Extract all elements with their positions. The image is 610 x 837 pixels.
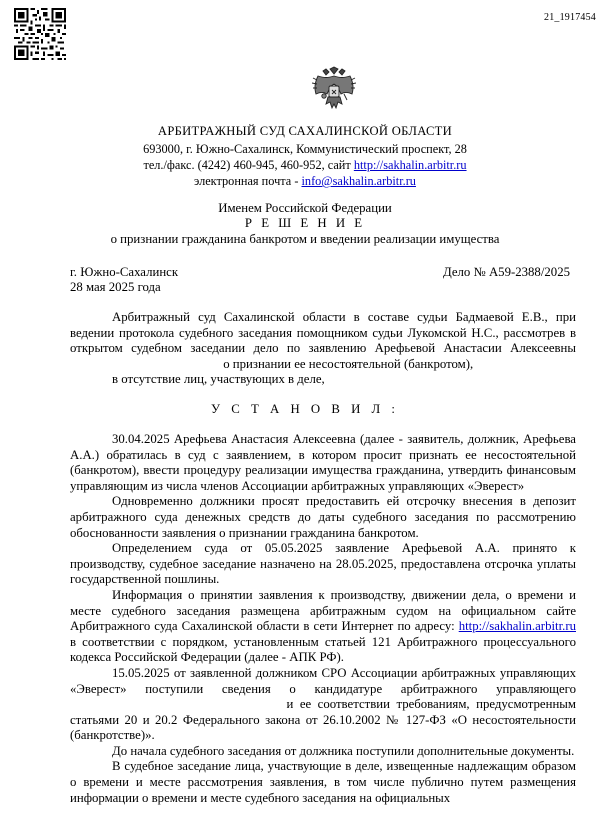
document-number: 21_1917454: [544, 12, 596, 23]
court-contacts: [0, 157, 610, 173]
decision-title: Р Е Ш Е Н И Е: [244, 216, 366, 230]
paragraph-2: Одновременно должники просят предоставить ей отсрочку внесения в депозит арбитражного суда денежных средств до даты судебного заседания по рассмотрению обоснованности заявления о признании гражданина банкротом.: [70, 494, 576, 540]
paragraph-6: До начала судебного заседания от должника поступили дополнительные документы.: [112, 743, 575, 758]
paragraph-1: 30.04.2025 Арефьева Анастасия Алексеевна (далее - заявитель, должник, Арефьева А.А.) обратилась в суд с заявлением, в котором просит признать ее несостоятельной (банкротом), ввести процедуру реализации имущества гражданина, утвердить финансовым управляющим из числа членов Ассоциации арбитражных управляющих «Эверест»: [70, 432, 576, 493]
decision-subject: о признании гражданина банкротом и введении реализации имущества: [110, 232, 500, 246]
decision-date: 28 мая 2025 года: [70, 280, 161, 294]
established-heading: У С Т А Н О В И Л :: [211, 402, 399, 416]
phone-fax: тел./факс. (4242) 460-945, 460-952, сайт: [143, 158, 354, 172]
paragraph-7: В судебное заседание лица, участвующие в деле, извещенные надлежащим образом о времени и месте рассмотрения заявления, в том числе публично путем размещения информации о времени и месте судебного заседания на официальных: [70, 759, 576, 805]
intro-section: [70, 310, 576, 388]
email-prefix: электронная почта -: [194, 174, 302, 188]
court-email-line: [0, 173, 610, 189]
case-number: Дело № А59-2388/2025: [442, 265, 570, 279]
paragraph-3: Определением суда от 05.05.2025 заявление Арефьевой А.А. принято к производству, судебное заседание назначено на 28.05.2025, предоставлена отсрочка уплаты государственной пошлины.: [70, 541, 576, 587]
intro-paragraph: Арбитражный суд Сахалинской области в составе судьи Бадмаевой Е.В., при ведении протокола судебного заседания помощником судьи Лукомской Н.С., рассмотрев в открытом судебном заседании дело по заявлению Арефьевой Анастасии Алексеевны о признании ее несостоятельной (банкротом),: [70, 310, 576, 371]
sakhalin-arbitr-link[interactable]: http://sakhalin.arbitr.ru: [458, 619, 576, 634]
city: г. Южно-Сахалинск: [70, 265, 179, 279]
paragraph-5: 15.05.2025 от заявленной должником СРО Ассоциации арбитражных управляющих «Эверест» поступили сведения о кандидатуре арбитражного управляющего и ее соответствии требованиям, предусмотренным статьями 20 и 20.2 Федерального закона от 26.10.2002 № 127-ФЗ «О несостоятельности (банкротстве)».: [70, 665, 576, 743]
court-email-link[interactable]: info@sakhalin.arbitr.ru: [301, 174, 416, 188]
intro-absence: в отсутствие лиц, участвующих в деле,: [112, 372, 325, 387]
main-section: [70, 432, 576, 806]
qr-code-icon: [14, 8, 66, 60]
paragraph-4: Информация о принятии заявления к производству, движении дела, о времени и месте судебного заседания размещена арбитражным судом на официальном сайте Арбитражного суда Сахалинской области в сети Интернет по адресу: http://sakhalin.arbitr.ru в соответствии с порядком, установленным статьей 121 Арбитражного процессуального кодекса Российской Федерации (далее - АПК РФ).: [70, 587, 576, 665]
court-name: АРБИТРАЖНЫЙ СУД САХАЛИНСКОЙ ОБЛАСТИ: [157, 124, 453, 138]
court-address: 693000, г. Южно-Сахалинск, Коммунистический проспект, 28: [143, 142, 467, 156]
court-site-link[interactable]: http://sakhalin.arbitr.ru: [353, 158, 467, 172]
russian-coat-of-arms-icon: [312, 66, 356, 112]
in-the-name-of: Именем Российской Федерации: [218, 201, 392, 215]
